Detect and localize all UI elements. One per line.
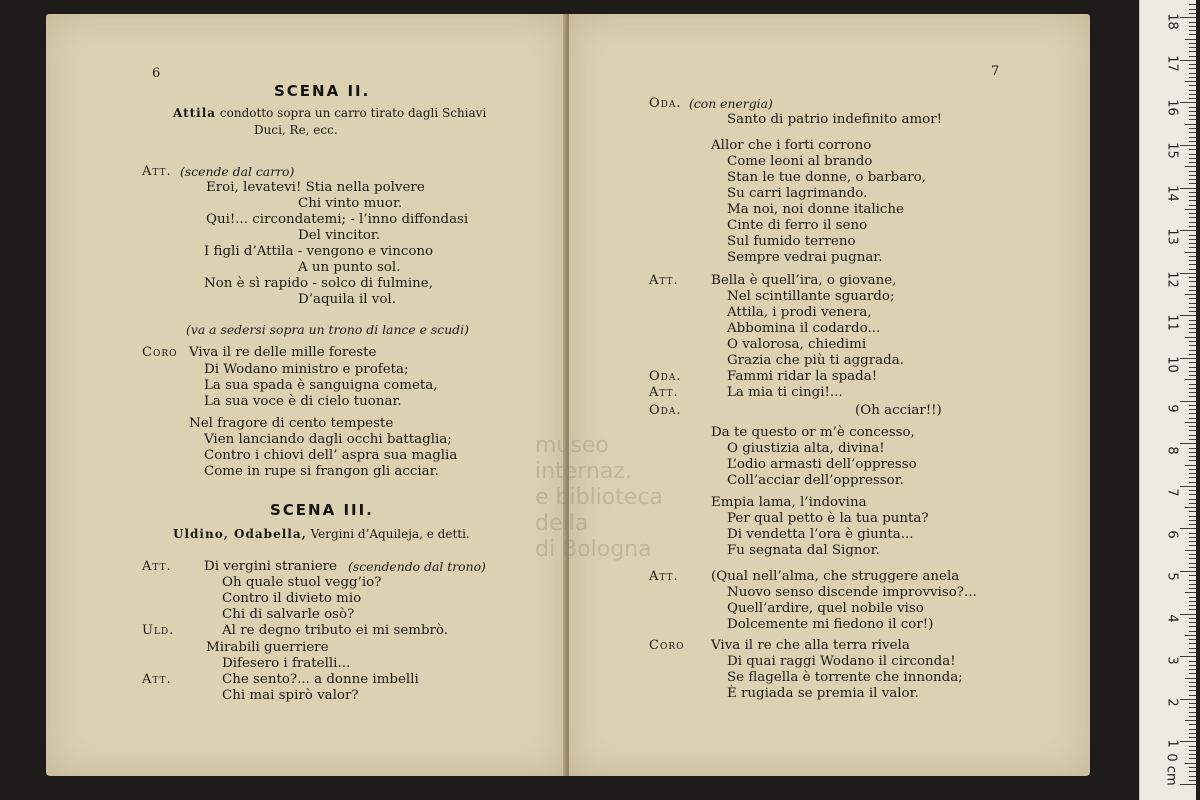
ruler-tick bbox=[1189, 290, 1196, 291]
ruler-tick bbox=[1189, 520, 1196, 521]
ruler-tick bbox=[1189, 430, 1196, 431]
verse-line: Fu segnata dal Signor. bbox=[727, 543, 880, 558]
verse-line: Non è sì rapido - solco di fulmine, bbox=[204, 276, 433, 291]
left-page bbox=[46, 14, 566, 776]
ruler-tick bbox=[1189, 43, 1196, 44]
scene-subtitle-character: Attila bbox=[173, 106, 217, 120]
ruler-tick bbox=[1189, 771, 1196, 772]
ruler-tick bbox=[1189, 183, 1196, 184]
ruler-tick bbox=[1189, 171, 1196, 172]
ruler-tick bbox=[1189, 56, 1196, 57]
speaker-label: Coro bbox=[649, 638, 685, 653]
verse-line: Che sento?... a donne imbelli bbox=[222, 672, 419, 687]
ruler-tick bbox=[1189, 473, 1196, 474]
ruler-tick bbox=[1189, 686, 1196, 687]
speaker-label: Coro bbox=[142, 345, 178, 360]
ruler-tick bbox=[1189, 388, 1196, 389]
ruler-number: 11 bbox=[1164, 314, 1180, 331]
speaker-label: Att. bbox=[142, 164, 172, 179]
ruler-tick bbox=[1180, 784, 1196, 785]
ruler-tick bbox=[1189, 217, 1196, 218]
ruler-number: 15 bbox=[1164, 142, 1180, 159]
ruler-tick bbox=[1185, 39, 1196, 40]
ruler-tick bbox=[1189, 149, 1196, 150]
ruler-tick bbox=[1189, 235, 1196, 236]
ruler-tick bbox=[1180, 486, 1196, 487]
verse-line: Bella è quell’ira, o giovane, bbox=[711, 273, 897, 288]
ruler-tick bbox=[1189, 345, 1196, 346]
verse-line: O giustizia alta, divina! bbox=[727, 441, 885, 456]
ruler-tick bbox=[1189, 588, 1196, 589]
ruler-number: 18 bbox=[1164, 13, 1180, 30]
ruler-tick bbox=[1189, 222, 1196, 223]
ruler-tick bbox=[1189, 107, 1196, 108]
verse-line: Viva il re delle mille foreste bbox=[189, 345, 377, 360]
ruler-tick bbox=[1189, 77, 1196, 78]
scene-subtitle bbox=[173, 105, 486, 121]
speaker-label: Att. bbox=[142, 672, 172, 687]
verse-line: Stan le tue donne, o barbaro, bbox=[727, 170, 926, 185]
ruler-tick bbox=[1189, 609, 1196, 610]
ruler-tick bbox=[1185, 465, 1196, 466]
ruler-tick bbox=[1189, 601, 1196, 602]
ruler-tick bbox=[1189, 665, 1196, 666]
ruler-number: 14 bbox=[1164, 185, 1180, 202]
ruler-number: 6 bbox=[1164, 530, 1180, 539]
ruler-tick bbox=[1189, 597, 1196, 598]
ruler-tick bbox=[1189, 482, 1196, 483]
ruler-tick bbox=[1189, 580, 1196, 581]
ruler-number: 10 bbox=[1164, 356, 1180, 373]
verse-line: Viva il re che alla terra rivela bbox=[711, 638, 910, 653]
speaker-label: Att. bbox=[649, 273, 679, 288]
verse-line: Mirabili guerriere bbox=[206, 640, 329, 655]
scene-subtitle-text: condotto sopra un carro tirato dagli Schiavi bbox=[216, 106, 487, 120]
ruler-tick bbox=[1185, 252, 1196, 253]
verse-line: Empia lama, l’indovina bbox=[711, 495, 867, 510]
ruler-tick bbox=[1189, 30, 1196, 31]
ruler-tick bbox=[1189, 541, 1196, 542]
verse-line: La sua spada è sanguigna cometa, bbox=[204, 378, 438, 393]
ruler-tick bbox=[1189, 494, 1196, 495]
scene-subtitle-text: Vergini d’Aquileja, e detti. bbox=[306, 527, 470, 541]
ruler-tick bbox=[1189, 213, 1196, 214]
speaker-label: Oda. bbox=[649, 96, 682, 111]
ruler-tick bbox=[1185, 209, 1196, 210]
verse-line: La sua voce è di cielo tuonar. bbox=[204, 394, 402, 409]
ruler-tick bbox=[1189, 264, 1196, 265]
ruler-tick bbox=[1189, 22, 1196, 23]
ruler-tick bbox=[1189, 712, 1196, 713]
ruler-tick bbox=[1189, 716, 1196, 717]
ruler-tick bbox=[1189, 537, 1196, 538]
ruler-tick bbox=[1189, 307, 1196, 308]
verse-line: Al re degno tributo ei mi sembrò. bbox=[222, 623, 449, 638]
ruler-tick bbox=[1189, 298, 1196, 299]
ruler-number: 5 bbox=[1164, 572, 1180, 581]
stage-direction: (scende dal carro) bbox=[180, 164, 295, 179]
ruler-tick bbox=[1189, 605, 1196, 606]
ruler-tick bbox=[1189, 154, 1196, 155]
verse-line: Di quai raggi Wodano il circonda! bbox=[727, 654, 956, 669]
verse-line: Qui!... circondatemi; - l’inno diffondasi bbox=[206, 212, 469, 227]
ruler-tick bbox=[1189, 85, 1196, 86]
verse-line: Difesero i fratelli... bbox=[222, 656, 351, 671]
ruler-tick bbox=[1189, 746, 1196, 747]
ruler-tick bbox=[1189, 690, 1196, 691]
ruler-tick bbox=[1189, 707, 1196, 708]
ruler-tick bbox=[1180, 614, 1196, 615]
ruler-tick bbox=[1189, 247, 1196, 248]
ruler-tick bbox=[1189, 332, 1196, 333]
ruler-tick bbox=[1185, 124, 1196, 125]
scene-subtitle-character: Uldino, Odabella, bbox=[173, 527, 307, 541]
ruler-tick bbox=[1189, 119, 1196, 120]
verse-line: Cinte di ferro il seno bbox=[727, 218, 868, 233]
verse-line: Per qual petto è la tua punta? bbox=[727, 511, 929, 526]
ruler-tick bbox=[1189, 205, 1196, 206]
ruler-tick bbox=[1189, 111, 1196, 112]
ruler-tick bbox=[1180, 273, 1196, 274]
ruler-tick bbox=[1189, 350, 1196, 351]
ruler-tick bbox=[1189, 320, 1196, 321]
ruler-tick bbox=[1185, 763, 1196, 764]
ruler-tick bbox=[1189, 516, 1196, 517]
ruler-tick bbox=[1185, 550, 1196, 551]
watermark-line: museo internaz. bbox=[535, 433, 632, 484]
ruler-number: 7 bbox=[1164, 488, 1180, 497]
ruler-tick bbox=[1189, 115, 1196, 116]
ruler-tick bbox=[1189, 524, 1196, 525]
ruler-tick bbox=[1189, 780, 1196, 781]
ruler-tick bbox=[1189, 4, 1196, 5]
ruler-tick bbox=[1180, 656, 1196, 657]
ruler-tick bbox=[1189, 132, 1196, 133]
ruler-number: 12 bbox=[1164, 271, 1180, 288]
verse-line: Oh quale stuol vegg’io? bbox=[222, 575, 382, 590]
ruler-tick bbox=[1189, 409, 1196, 410]
verse-line: Nel fragore di cento tempeste bbox=[189, 416, 394, 431]
ruler-tick bbox=[1189, 669, 1196, 670]
ruler-tick bbox=[1185, 337, 1196, 338]
verse-line: Nel scintillante sguardo; bbox=[727, 289, 895, 304]
ruler-tick bbox=[1189, 695, 1196, 696]
ruler-tick bbox=[1185, 422, 1196, 423]
measuring-ruler bbox=[1139, 0, 1196, 800]
ruler-tick bbox=[1180, 60, 1196, 61]
verse-line: Allor che i forti corrono bbox=[711, 138, 872, 153]
ruler-tick bbox=[1185, 720, 1196, 721]
ruler-tick bbox=[1189, 554, 1196, 555]
ruler-tick bbox=[1185, 379, 1196, 380]
speaker-label: Oda. bbox=[649, 403, 682, 418]
verse-line: È rugiada se premia il valor. bbox=[727, 686, 919, 701]
ruler-tick bbox=[1189, 64, 1196, 65]
ruler-tick bbox=[1189, 226, 1196, 227]
ruler-tick bbox=[1189, 648, 1196, 649]
ruler-tick bbox=[1189, 26, 1196, 27]
verse-line: Ma noi, noi donne italiche bbox=[727, 202, 904, 217]
ruler-tick bbox=[1189, 435, 1196, 436]
ruler-tick bbox=[1189, 622, 1196, 623]
verse-line: L’odio armasti dell’oppresso bbox=[727, 457, 917, 472]
ruler-tick bbox=[1180, 571, 1196, 572]
watermark-line: di Bologna bbox=[535, 537, 652, 562]
ruler-tick bbox=[1189, 631, 1196, 632]
ruler-tick bbox=[1180, 528, 1196, 529]
ruler-number: 1 bbox=[1164, 739, 1180, 748]
ruler-tick bbox=[1189, 426, 1196, 427]
ruler-tick bbox=[1189, 439, 1196, 440]
watermark-line: e biblioteca della bbox=[535, 485, 663, 536]
ruler-tick bbox=[1189, 575, 1196, 576]
verse-line: (Qual nell’alma, che struggere anela bbox=[711, 569, 960, 584]
ruler-tick bbox=[1189, 776, 1196, 777]
ruler-tick bbox=[1180, 699, 1196, 700]
speaker-label: Att. bbox=[649, 569, 679, 584]
ruler-tick bbox=[1189, 239, 1196, 240]
scene-title: SCENA II. bbox=[274, 82, 371, 100]
ruler-tick bbox=[1189, 47, 1196, 48]
verse-line: Grazia che più ti aggrada. bbox=[727, 353, 904, 368]
verse-line: Quell’ardire, quel nobile viso bbox=[727, 601, 924, 616]
ruler-tick bbox=[1189, 9, 1196, 10]
verse-line: Sempre vedrai pugnar. bbox=[727, 250, 883, 265]
ruler-tick bbox=[1189, 384, 1196, 385]
ruler-unit-label: 0 cm bbox=[1163, 753, 1179, 786]
ruler-tick bbox=[1189, 260, 1196, 261]
ruler-tick bbox=[1189, 460, 1196, 461]
ruler-tick bbox=[1189, 469, 1196, 470]
verse-line: Sul fumido terreno bbox=[727, 234, 856, 249]
ruler-tick bbox=[1189, 371, 1196, 372]
stage-direction: (scendendo dal trono) bbox=[348, 559, 486, 574]
ruler-tick bbox=[1189, 281, 1196, 282]
verse-line: Di vergini straniere bbox=[204, 559, 337, 574]
ruler-tick bbox=[1189, 545, 1196, 546]
ruler-tick bbox=[1189, 639, 1196, 640]
speaker-label: Att. bbox=[649, 385, 679, 400]
ruler-tick bbox=[1189, 643, 1196, 644]
ruler-tick bbox=[1189, 448, 1196, 449]
ruler-tick bbox=[1189, 682, 1196, 683]
verse-line: Contro il divieto mio bbox=[222, 591, 362, 606]
ruler-number: 16 bbox=[1164, 99, 1180, 116]
scene-title: SCENA III. bbox=[270, 501, 374, 519]
ruler-tick bbox=[1189, 303, 1196, 304]
ruler-tick bbox=[1189, 673, 1196, 674]
ruler-tick bbox=[1180, 741, 1196, 742]
ruler-tick bbox=[1189, 618, 1196, 619]
verse-line: Nuovo senso discende improvviso?... bbox=[727, 585, 977, 600]
ruler-tick bbox=[1189, 413, 1196, 414]
ruler-tick bbox=[1189, 90, 1196, 91]
ruler-tick bbox=[1189, 196, 1196, 197]
ruler-tick bbox=[1189, 750, 1196, 751]
stage-direction: (con energia) bbox=[689, 96, 773, 111]
verse-line: Da te questo or m’è concesso, bbox=[711, 425, 915, 440]
ruler-tick bbox=[1189, 584, 1196, 585]
ruler-tick bbox=[1185, 294, 1196, 295]
verse-line: Dolcemente mi fiedono il cor!) bbox=[727, 617, 934, 632]
ruler-tick bbox=[1180, 188, 1196, 189]
verse-line: Come in rupe si frangon gli acciar. bbox=[204, 464, 439, 479]
ruler-tick bbox=[1189, 341, 1196, 342]
verse-aside: (Oh acciar!!) bbox=[855, 403, 942, 418]
ruler-tick bbox=[1189, 286, 1196, 287]
ruler-tick bbox=[1189, 729, 1196, 730]
verse-line: Santo di patrio indefinito amor! bbox=[727, 112, 942, 127]
ruler-tick bbox=[1185, 81, 1196, 82]
verse-line: O valorosa, chiedimi bbox=[727, 337, 867, 352]
ruler-tick bbox=[1189, 13, 1196, 14]
ruler-tick bbox=[1185, 507, 1196, 508]
ruler-number: 4 bbox=[1164, 614, 1180, 623]
verse-line: Su carri lagrimando. bbox=[727, 186, 868, 201]
ruler-number: 8 bbox=[1164, 446, 1180, 455]
ruler-tick bbox=[1189, 490, 1196, 491]
verse-line: Vien lanciando dagli occhi battaglia; bbox=[204, 432, 452, 447]
verse-line: Coll’acciar dell’oppressor. bbox=[727, 473, 904, 488]
ruler-number: 17 bbox=[1164, 55, 1180, 72]
ruler-tick bbox=[1189, 73, 1196, 74]
ruler-tick bbox=[1189, 392, 1196, 393]
ruler-tick bbox=[1180, 230, 1196, 231]
ruler-tick bbox=[1189, 68, 1196, 69]
verse-line: Di vendetta l’ora è giunta... bbox=[727, 527, 914, 542]
stage-direction: (va a sedersi sopra un trono di lance e scudi) bbox=[186, 322, 469, 337]
verse-line: I figli d’Attila - vengono e vincono bbox=[204, 244, 434, 259]
ruler-tick bbox=[1180, 17, 1196, 18]
ruler-tick bbox=[1189, 277, 1196, 278]
verse-line: Chi mai spirò valor? bbox=[222, 688, 359, 703]
ruler-tick bbox=[1189, 724, 1196, 725]
ruler-tick bbox=[1185, 635, 1196, 636]
verse-line: Contro i chiovi dell’ aspra sua maglia bbox=[204, 448, 458, 463]
ruler-tick bbox=[1189, 477, 1196, 478]
speaker-label: Att. bbox=[142, 559, 172, 574]
ruler-tick bbox=[1180, 443, 1196, 444]
ruler-number: 9 bbox=[1164, 404, 1180, 413]
ruler-tick bbox=[1189, 269, 1196, 270]
ruler-tick bbox=[1189, 563, 1196, 564]
ruler-number: 3 bbox=[1164, 656, 1180, 665]
ruler-number: 2 bbox=[1164, 698, 1180, 707]
verse-line: La mia ti cingi!... bbox=[727, 385, 843, 400]
ruler-tick bbox=[1189, 456, 1196, 457]
ruler-tick bbox=[1189, 141, 1196, 142]
verse-line: Chi di salvarle osò? bbox=[222, 607, 355, 622]
ruler-tick bbox=[1180, 102, 1196, 103]
ruler-tick bbox=[1189, 418, 1196, 419]
page-number: 7 bbox=[991, 64, 1000, 79]
ruler-tick bbox=[1189, 661, 1196, 662]
verse-line: Attila, i prodi venera, bbox=[727, 305, 872, 320]
scene-subtitle bbox=[173, 526, 470, 542]
ruler-tick bbox=[1189, 328, 1196, 329]
ruler-tick bbox=[1189, 499, 1196, 500]
scene-subtitle-line: Duci, Re, ecc. bbox=[254, 123, 338, 137]
ruler-tick bbox=[1189, 128, 1196, 129]
verse-line: Eroi, levatevi! Stia nella polvere bbox=[206, 180, 425, 195]
ruler-tick bbox=[1189, 703, 1196, 704]
ruler-tick bbox=[1189, 758, 1196, 759]
verse-line: Fammi ridar la spada! bbox=[727, 369, 878, 384]
ruler-tick bbox=[1189, 767, 1196, 768]
ruler-tick bbox=[1189, 733, 1196, 734]
ruler-tick bbox=[1189, 179, 1196, 180]
ruler-tick bbox=[1189, 94, 1196, 95]
verse-line: Chi vinto muor. bbox=[298, 196, 403, 211]
verse-line: Abbomina il codardo... bbox=[727, 321, 881, 336]
ruler-tick bbox=[1180, 315, 1196, 316]
ruler-tick bbox=[1189, 362, 1196, 363]
ruler-tick bbox=[1189, 51, 1196, 52]
ruler-tick bbox=[1189, 175, 1196, 176]
ruler-tick bbox=[1189, 503, 1196, 504]
ruler-tick bbox=[1189, 192, 1196, 193]
right-page bbox=[569, 14, 1090, 776]
ruler-tick bbox=[1189, 158, 1196, 159]
verse-line: Del vincitor. bbox=[298, 228, 381, 243]
library-watermark bbox=[535, 433, 695, 563]
verse-line: A un punto sol. bbox=[298, 260, 401, 275]
ruler-tick bbox=[1189, 567, 1196, 568]
ruler-tick bbox=[1189, 243, 1196, 244]
ruler-tick bbox=[1180, 401, 1196, 402]
ruler-tick bbox=[1189, 396, 1196, 397]
verse-line: Se flagella è torrente che innonda; bbox=[727, 670, 963, 685]
ruler-tick bbox=[1189, 98, 1196, 99]
ruler-tick bbox=[1180, 358, 1196, 359]
ruler-tick bbox=[1189, 34, 1196, 35]
speaker-label: Oda. bbox=[649, 369, 682, 384]
ruler-tick bbox=[1189, 311, 1196, 312]
ruler-tick bbox=[1189, 511, 1196, 512]
ruler-number: 13 bbox=[1164, 228, 1180, 245]
ruler-tick bbox=[1189, 533, 1196, 534]
ruler-tick bbox=[1180, 145, 1196, 146]
ruler-tick bbox=[1189, 354, 1196, 355]
ruler-tick bbox=[1189, 375, 1196, 376]
ruler-tick bbox=[1189, 626, 1196, 627]
ruler-tick bbox=[1189, 324, 1196, 325]
ruler-tick bbox=[1189, 754, 1196, 755]
ruler-tick bbox=[1189, 558, 1196, 559]
ruler-tick bbox=[1189, 200, 1196, 201]
ruler-tick bbox=[1185, 592, 1196, 593]
ruler-tick bbox=[1185, 678, 1196, 679]
page-number: 6 bbox=[152, 66, 161, 81]
speaker-label: Uld. bbox=[142, 623, 175, 638]
ruler-tick bbox=[1189, 737, 1196, 738]
ruler-tick bbox=[1189, 452, 1196, 453]
ruler-tick bbox=[1189, 256, 1196, 257]
ruler-tick bbox=[1189, 652, 1196, 653]
verse-line: Come leoni al brando bbox=[727, 154, 873, 169]
ruler-tick bbox=[1189, 137, 1196, 138]
ruler-tick bbox=[1185, 166, 1196, 167]
verse-line: D’aquila il vol. bbox=[298, 292, 396, 307]
ruler-tick bbox=[1189, 162, 1196, 163]
verse-line: Di Wodano ministro e profeta; bbox=[204, 362, 409, 377]
ruler-tick bbox=[1189, 367, 1196, 368]
ruler-tick bbox=[1189, 405, 1196, 406]
